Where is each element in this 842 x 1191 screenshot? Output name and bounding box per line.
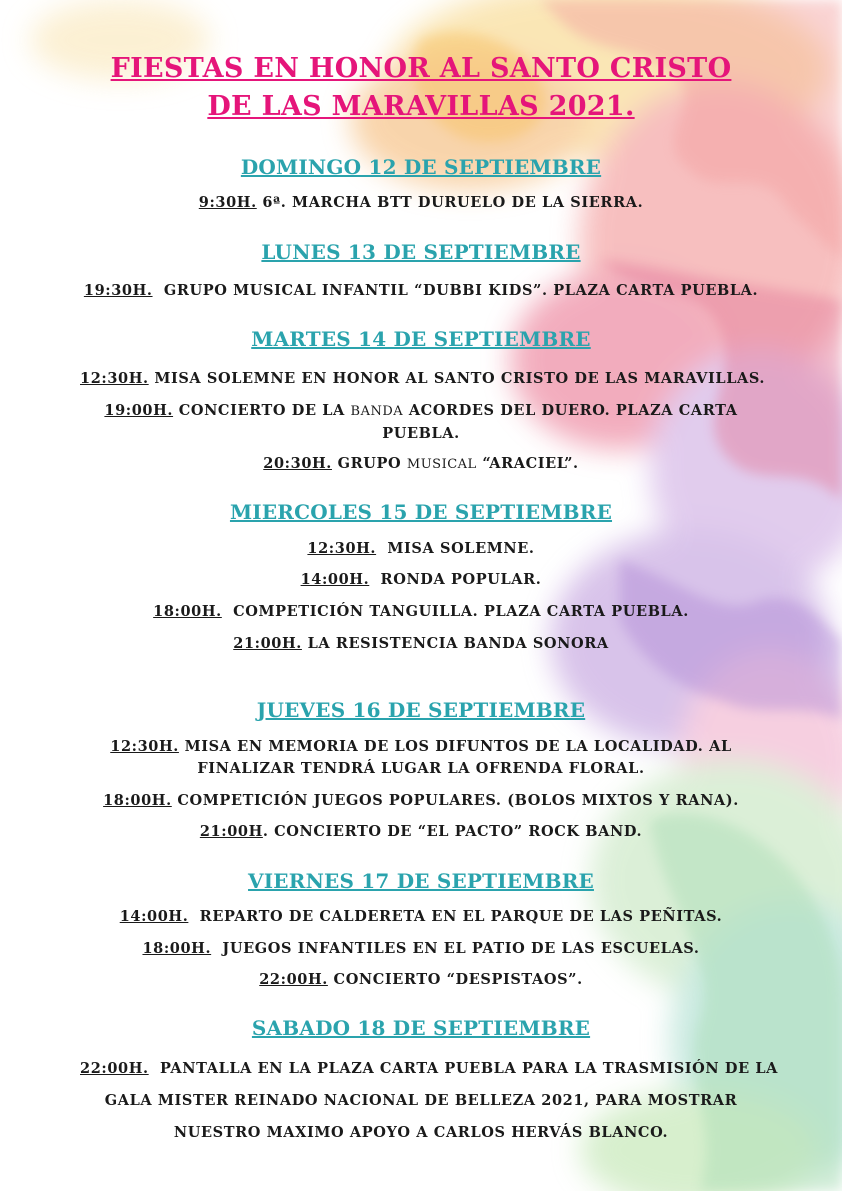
event-item — [80, 280, 762, 302]
event-item — [80, 368, 766, 390]
event-text: CONCIERTO “DESPISTAOS”. — [327, 971, 583, 988]
event-time: 9:30H. — [198, 194, 257, 211]
event-time: 12:30H. — [307, 540, 377, 557]
event-item — [80, 569, 762, 591]
day-heading-miercoles: MIERCOLES 15 DE SEPTIEMBRE — [229, 500, 613, 524]
event-text: ACORDES DEL DUERO. PLAZA CARTA — [403, 402, 738, 419]
event-text: 6ª. MARCHA BTT DURUELO DE LA SIERRA. — [256, 194, 644, 211]
event-text-cont: PUEBLA. — [382, 425, 460, 442]
event-item — [80, 821, 762, 843]
event-time: 21:00H. — [233, 635, 302, 652]
event-time: 12:30H. — [80, 370, 149, 387]
event-time: 20:30H. — [263, 455, 332, 472]
day-heading-lunes: LUNES 13 DE SEPTIEMBRE — [261, 240, 581, 264]
event-time: 12:30H. — [110, 738, 179, 755]
event-text: REPARTO DE CALDERETA EN EL PARQUE DE LAS PEÑITAS. — [188, 908, 723, 925]
event-text-small: BANDA — [350, 404, 404, 419]
event-text: “ARACIEL”. — [476, 455, 579, 472]
event-text: GRUPO — [331, 455, 407, 472]
event-text: JUEGOS INFANTILES EN EL PATIO DE LAS ESCUELAS. — [211, 940, 700, 957]
event-text: LA RESISTENCIA BANDA SONORA — [301, 635, 609, 652]
event-time: 19:30H. — [83, 282, 153, 299]
day-heading-martes: MARTES 14 DE SEPTIEMBRE — [251, 327, 591, 351]
page-title — [0, 50, 842, 126]
title-line-2: DE LAS MARAVILLAS 2021. — [207, 91, 635, 122]
day-heading-jueves: JUEVES 16 DE SEPTIEMBRE — [256, 698, 586, 722]
event-time: 18:00H. — [142, 940, 212, 957]
event-item — [80, 906, 762, 928]
event-item — [80, 601, 762, 623]
event-item — [80, 969, 762, 991]
event-time: 19:00H. — [104, 402, 174, 419]
event-item — [80, 633, 762, 655]
day-heading-viernes: VIERNES 17 DE SEPTIEMBRE — [248, 869, 594, 893]
event-time: 21:00H — [199, 823, 263, 840]
event-text: RONDA POPULAR. — [369, 571, 542, 588]
event-text-small: MUSICAL — [406, 457, 477, 472]
event-text: COMPETICIÓN TANGUILLA. PLAZA CARTA PUEBLA. — [221, 603, 689, 620]
event-text: COMPETICIÓN JUEGOS POPULARES. (BOLOS MIXTOS Y RANA). — [171, 792, 739, 809]
event-item — [80, 1053, 779, 1149]
event-item — [80, 538, 762, 560]
event-text: PANTALLA EN LA PLAZA CARTA PUEBLA PARA LA TRASMISIÓN DE LA — [148, 1060, 779, 1077]
day-heading-sabado: SABADO 18 DE SEPTIEMBRE — [251, 1016, 591, 1040]
event-text-cont: NUESTRO MAXIMO APOYO A CARLOS HERVÁS BLANCO. — [173, 1124, 669, 1141]
event-text: . CONCIERTO DE “EL PACTO” ROCK BAND. — [262, 823, 643, 840]
event-text-cont: FINALIZAR TENDRÁ LUGAR LA OFRENDA FLORAL. — [197, 760, 645, 777]
event-item — [80, 453, 762, 476]
event-text-cont: GALA MISTER REINADO NACIONAL DE BELLEZA 2021, PARA MOSTRAR — [104, 1092, 738, 1109]
event-item — [80, 192, 762, 214]
event-text: CONCIERTO DE LA — [173, 402, 351, 419]
event-time: 18:00H. — [153, 603, 222, 620]
event-text: MISA EN MEMORIA DE LOS DIFUNTOS DE LA LOCALIDAD. AL — [178, 738, 732, 755]
event-item — [80, 790, 762, 812]
event-item — [80, 938, 762, 960]
event-time: 22:00H. — [259, 971, 328, 988]
event-text: MISA SOLEMNE. — [376, 540, 535, 557]
day-heading-domingo: DOMINGO 12 DE SEPTIEMBRE — [240, 155, 602, 179]
event-time: 14:00H. — [300, 571, 370, 588]
event-item — [80, 736, 762, 780]
event-item — [80, 400, 762, 445]
event-text: MISA SOLEMNE EN HONOR AL SANTO CRISTO DE LAS MARAVILLAS. — [148, 370, 766, 387]
event-time: 22:00H. — [80, 1060, 149, 1077]
event-text: GRUPO MUSICAL INFANTIL “DUBBI KIDS”. PLAZA CARTA PUEBLA. — [152, 282, 759, 299]
event-time: 14:00H. — [119, 908, 189, 925]
title-line-1: FIESTAS EN HONOR AL SANTO CRISTO — [110, 53, 732, 84]
event-time: 18:00H. — [103, 792, 172, 809]
